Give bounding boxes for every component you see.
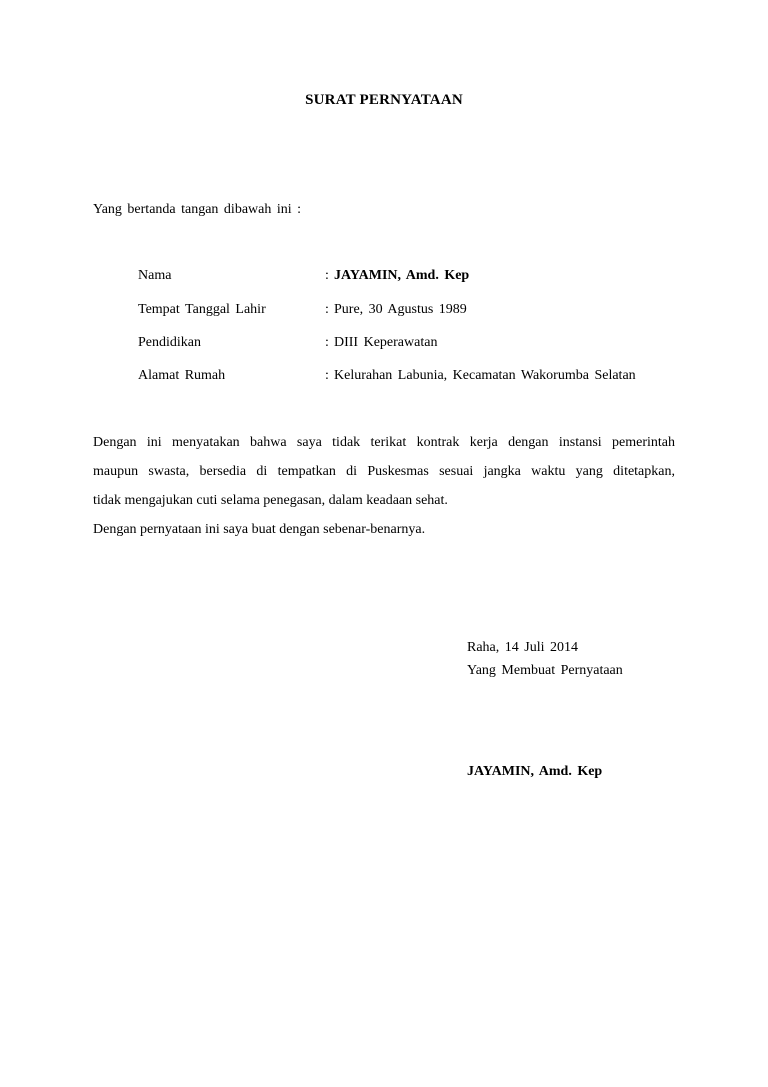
statement-line: tidak mengajukan cuti selama penegasan, dalam keadaan sehat. bbox=[93, 493, 448, 508]
statement-line: maupun swasta, bersedia di tempatkan di Puskesmas sesuai jangka waktu yang ditetapkan, bbox=[93, 464, 675, 479]
field-row-alamat-rumah bbox=[138, 368, 738, 388]
statement-body bbox=[93, 428, 675, 544]
field-row-pendidikan bbox=[138, 335, 738, 355]
field-value-tempat-tanggal-lahir: Pure, 30 Agustus 1989 bbox=[334, 302, 467, 317]
field-label-tempat-tanggal-lahir: Tempat Tanggal Lahir bbox=[138, 302, 266, 317]
statement-line: Dengan ini menyatakan bahwa saya tidak terikat kontrak kerja dengan instansi pemerintah bbox=[93, 435, 675, 450]
field-value-alamat-rumah: Kelurahan Labunia, Kecamatan Wakorumba Selatan bbox=[334, 368, 636, 383]
field-value-nama: JAYAMIN, Amd. Kep bbox=[334, 268, 470, 283]
field-separator: : bbox=[325, 368, 329, 383]
field-separator: : bbox=[325, 302, 329, 317]
field-separator: : bbox=[325, 268, 329, 283]
signature-role: Yang Membuat Pernyataan bbox=[467, 663, 623, 678]
signature-name: JAYAMIN, Amd. Kep bbox=[467, 764, 603, 779]
field-label-pendidikan: Pendidikan bbox=[138, 335, 201, 350]
field-row-tempat-tanggal-lahir bbox=[138, 302, 738, 322]
statement-line: Dengan pernyataan ini saya buat dengan sebenar-benarnya. bbox=[93, 522, 426, 537]
field-separator: : bbox=[325, 335, 329, 350]
signature-block bbox=[467, 636, 623, 682]
intro-text: Yang bertanda tangan dibawah ini : bbox=[93, 202, 302, 217]
field-label-alamat-rumah: Alamat Rumah bbox=[138, 368, 226, 383]
document-title: SURAT PERNYATAAN bbox=[305, 92, 463, 108]
field-value-pendidikan: DIII Keperawatan bbox=[334, 335, 438, 350]
field-label-nama: Nama bbox=[138, 268, 172, 283]
signature-place-date: Raha, 14 Juli 2014 bbox=[467, 640, 578, 655]
field-row-nama bbox=[138, 268, 738, 288]
